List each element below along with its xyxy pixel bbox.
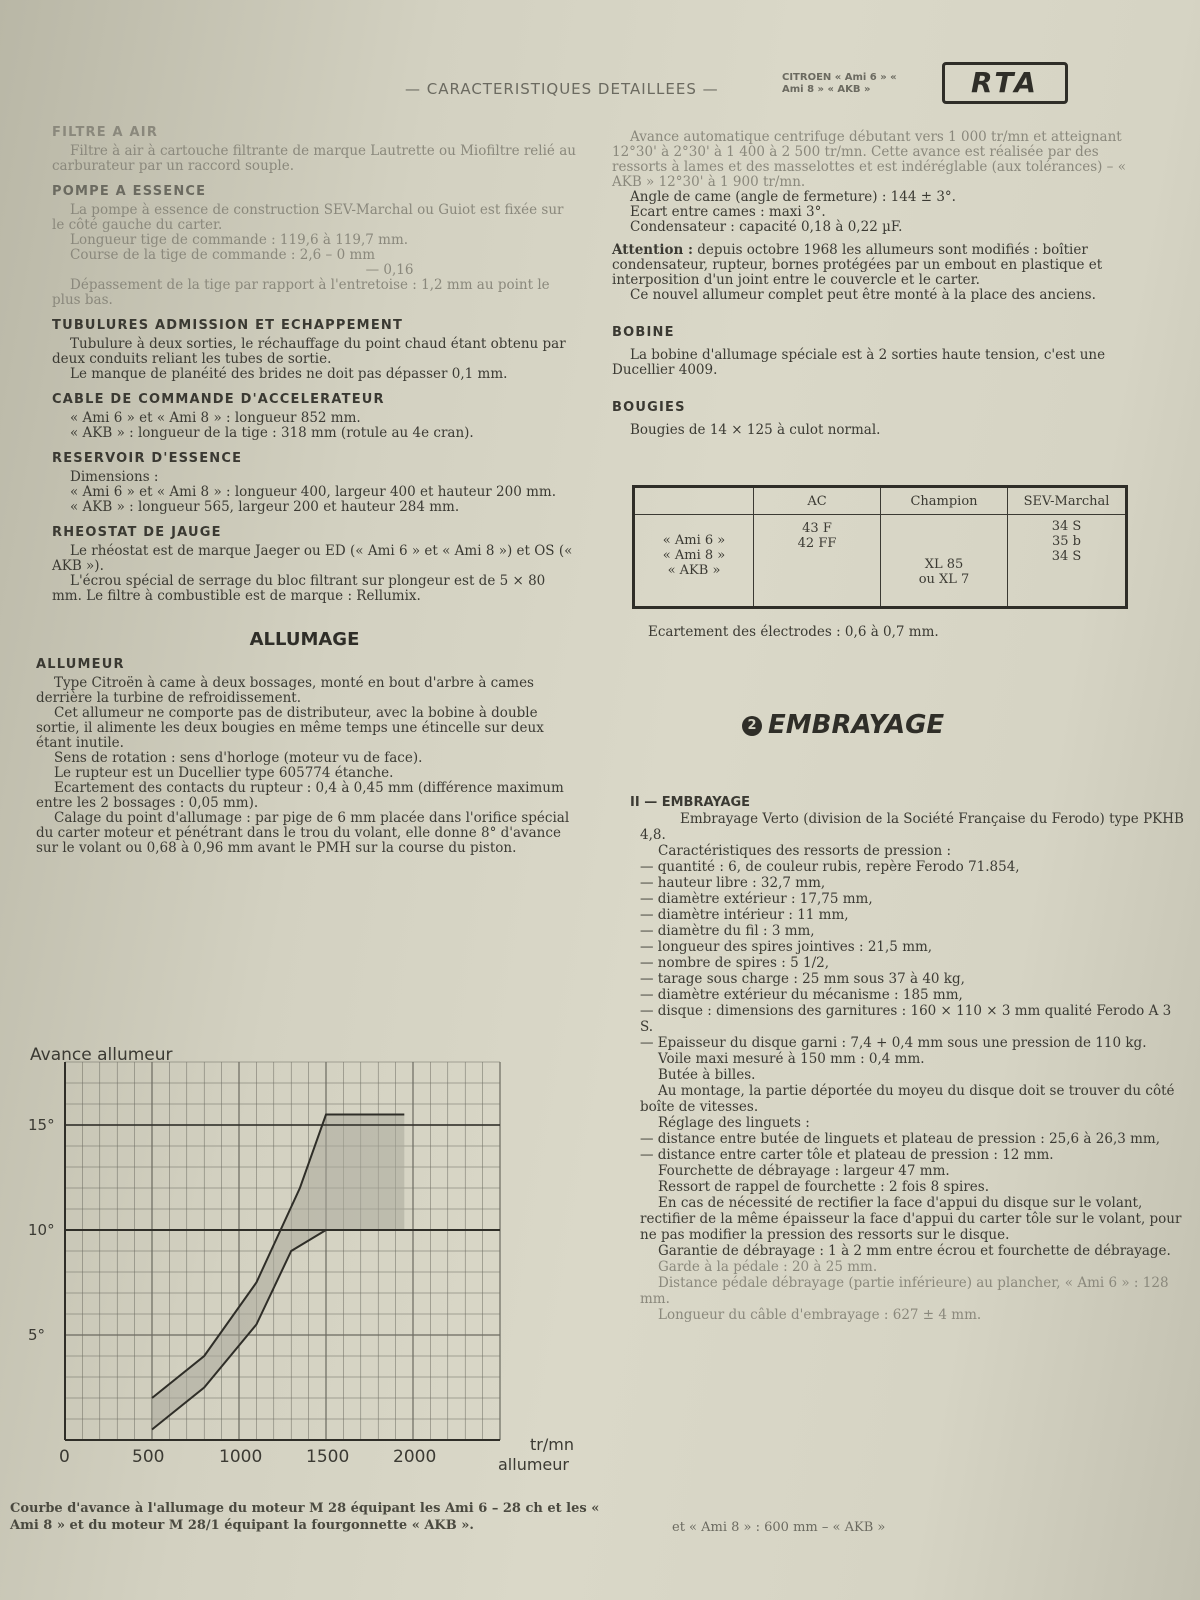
- avance-line-3: Ecart entre cames : maxi 3°.: [630, 204, 826, 220]
- embrayage-line: — Epaisseur du disque garni : 7,4 + 0,4 mm sous une pression de 110 kg.: [640, 1035, 1147, 1051]
- section-number-badge: 2: [742, 716, 762, 736]
- table-cell-ac: 43 F 42 FF: [754, 515, 881, 608]
- page-header-title: — CARACTERISTIQUES DETAILLEES —: [405, 80, 719, 98]
- table-row: [634, 515, 1127, 608]
- footer-note: et « Ami 8 » : 600 mm – « AKB »: [672, 1520, 886, 1535]
- rheostat-line-1: Le rhéostat est de marque Jaeger ou ED (« Ami 6 » et « Ami 8 ») et OS (« AKB »).: [52, 543, 573, 574]
- bougies-text: Bougies de 14 × 125 à culot normal.: [630, 422, 881, 438]
- embrayage-line: — distance entre carter tôle et plateau de pression : 12 mm.: [640, 1147, 1054, 1163]
- cable-line-1: « Ami 6 » et « Ami 8 » : longueur 852 mm.: [70, 410, 361, 426]
- table-header-row: [634, 487, 1127, 515]
- embrayage-line: — quantité : 6, de couleur rubis, repère Ferodo 71.854,: [640, 859, 1020, 875]
- embrayage-line: Réglage des linguets :: [658, 1115, 810, 1131]
- advance-chart: [20, 1040, 610, 1500]
- page-header-model: CITROEN « Ami 6 » « Ami 8 » « AKB »: [782, 72, 897, 95]
- reservoir-line-1: Dimensions :: [70, 469, 159, 485]
- rta-logo: RTA: [942, 62, 1068, 104]
- avance-line-2: Angle de came (angle de fermeture) : 144 ± 3°.: [630, 189, 956, 205]
- attention-label: Attention :: [612, 242, 693, 258]
- embrayage-line: Longueur du câble d'embrayage : 627 ± 4 mm.: [658, 1307, 982, 1323]
- table-cell-sev: 34 S 35 b 34 S: [1008, 515, 1127, 608]
- embrayage-line: Embrayage Verto (division de la Société Française du Ferodo) type PKHB 4,8.: [640, 811, 1184, 843]
- attention-text: depuis octobre 1968 les allumeurs sont modifiés : boîtier condensateur, rupteur, bornes protégées par un embout en plastique et interposition d'un joint entre le couvercle et le carter.: [612, 242, 1103, 288]
- x-tick-label: 0: [59, 1447, 70, 1467]
- section-pompe-essence: POMPE A ESSENCE: [52, 184, 207, 199]
- table-header-champion: Champion: [881, 487, 1008, 515]
- section-reservoir: RESERVOIR D'ESSENCE: [52, 451, 243, 466]
- allumeur-line-5: Ecartement des contacts du rupteur : 0,4 à 0,45 mm (différence maximum entre les 2 bossages : 0,05 mm).: [36, 780, 564, 811]
- x-unit-label: tr/mn: [530, 1435, 574, 1454]
- filtre-text: Filtre à air à cartouche filtrante de marque Lautrette ou Miofiltre relié au carburateur par un raccord souple.: [52, 143, 576, 174]
- embrayage-line: Au montage, la partie déportée du moyeu du disque doit se trouver du côté boîte de vitesses.: [640, 1083, 1175, 1115]
- y-tick-label: 5°: [28, 1326, 46, 1344]
- allumeur-line-6: Calage du point d'allumage : par pige de 6 mm placée dans l'orifice spécial du carter moteur et pénétrant dans le trou du volant, elle donne 8° d'avance sur le volant ou 0,68 à 0,96 mm avant le PMH sur la course du piston.: [36, 810, 570, 856]
- embrayage-line: — diamètre intérieur : 11 mm,: [640, 907, 849, 923]
- bougies-table: [632, 485, 1128, 609]
- allumeur-line-2: Cet allumeur ne comporte pas de distributeur, avec la bobine à double sortie, il alimente les deux bougies en même temps une étincelle sur deux étant inutile.: [36, 705, 544, 751]
- section-rheostat: RHEOSTAT DE JAUGE: [52, 525, 222, 540]
- avance-line-4: Condensateur : capacité 0,18 à 0,22 µF.: [630, 219, 903, 235]
- ecartement-text: Ecartement des électrodes : 0,6 à 0,7 mm.: [648, 624, 939, 640]
- chart-caption: Courbe d'avance à l'allumage du moteur M 28 équipant les Ami 6 – 28 ch et les « Ami 8 » et du moteur M 28/1 équipant la fourgonnette « AKB ».: [10, 1501, 600, 1533]
- section-allumage-title: ALLUMAGE: [249, 629, 360, 650]
- embrayage-title: [742, 710, 944, 740]
- embrayage-line: Garantie de débrayage : 1 à 2 mm entre écrou et fourchette de débrayage.: [658, 1243, 1171, 1259]
- table-header-ac: AC: [754, 487, 881, 515]
- x-tick-label: 1500: [306, 1447, 350, 1467]
- table-header-sev: SEV-Marchal: [1008, 487, 1127, 515]
- embrayage-line: Caractéristiques des ressorts de pression :: [658, 843, 952, 859]
- x-unit-label-2: allumeur: [498, 1455, 569, 1474]
- reservoir-line-3: « AKB » : longueur 565, largeur 200 et hauteur 284 mm.: [70, 499, 460, 515]
- embrayage-line: — tarage sous charge : 25 mm sous 37 à 40 kg,: [640, 971, 965, 987]
- chart-y-title: Avance allumeur: [30, 1045, 173, 1065]
- embrayage-line: Voile maxi mesuré à 150 mm : 0,4 mm.: [658, 1051, 925, 1067]
- y-tick-label: 15°: [28, 1116, 55, 1134]
- embrayage-line: — hauteur libre : 32,7 mm,: [640, 875, 826, 891]
- x-tick-label: 500: [132, 1447, 165, 1467]
- section-bobine: BOBINE: [612, 325, 675, 340]
- embrayage-title-text: EMBRAYAGE: [768, 710, 945, 740]
- rheostat-line-2: L'écrou spécial de serrage du bloc filtrant sur plongeur est de 5 × 80 mm. Le filtre à combustible est de marque : Rellumix.: [52, 573, 546, 604]
- pompe-line-3: — 0,16: [365, 262, 414, 278]
- avance-text: Avance automatique centrifuge débutant vers 1 000 tr/mn et atteignant 12°30' à 2°30' à 1 400 à 2 500 tr/mn. Cette avance est réalisée par des ressorts à lames et des masselottes et est indéréglable (aux tolérances) – « AKB » 12°30' à 1 900 tr/mn.: [612, 129, 1126, 190]
- embrayage-line: — longueur des spires jointives : 21,5 mm,: [640, 939, 933, 955]
- allumeur-line-4: Le rupteur est un Ducellier type 605774 étanche.: [54, 765, 394, 781]
- attention-paragraph: [612, 243, 1152, 288]
- embrayage-line: Ressort de rappel de fourchette : 2 fois 8 spires.: [658, 1179, 989, 1195]
- attention-line-2: Ce nouvel allumeur complet peut être monté à la place des anciens.: [630, 287, 1096, 303]
- table-header-empty: [634, 487, 754, 515]
- pompe-text: La pompe à essence de construction SEV-Marchal ou Guiot est fixée sur le côté gauche du carter.: [52, 202, 564, 233]
- embrayage-body: [630, 795, 1185, 1323]
- y-tick-label: 10°: [28, 1221, 55, 1239]
- advance-chart-svg: [20, 1040, 610, 1500]
- embrayage-subhead: II — EMBRAYAGE: [630, 795, 751, 810]
- allumeur-line-1: Type Citroën à came à deux bossages, monté en bout d'arbre à cames derrière la turbine de refroidissement.: [36, 675, 534, 706]
- embrayage-line: — distance entre butée de linguets et plateau de pression : 25,6 à 26,3 mm,: [640, 1131, 1161, 1147]
- tubulures-line-1: Tubulure à deux sorties, le réchauffage du point chaud étant obtenu par deux conduits reliant les tubes de sortie.: [52, 336, 566, 367]
- table-cell-models: « Ami 6 » « Ami 8 » « AKB »: [662, 533, 726, 578]
- pompe-line-4: Dépassement de la tige par rapport à l'entretoise : 1,2 mm au point le plus bas.: [52, 277, 550, 308]
- section-filtre-air: FILTRE A AIR: [52, 125, 159, 140]
- embrayage-line: — diamètre extérieur du mécanisme : 185 mm,: [640, 987, 963, 1003]
- embrayage-line: — nombre de spires : 5 1/2,: [640, 955, 829, 971]
- tubulures-line-2: Le manque de planéité des brides ne doit pas dépasser 0,1 mm.: [70, 366, 508, 382]
- cable-line-2: « AKB » : longueur de la tige : 318 mm (rotule au 4e cran).: [70, 425, 474, 441]
- section-allumeur: ALLUMEUR: [36, 657, 125, 672]
- embrayage-line: Garde à la pédale : 20 à 25 mm.: [658, 1259, 878, 1275]
- embrayage-line: — diamètre du fil : 3 mm,: [640, 923, 815, 939]
- left-column: [32, 115, 577, 856]
- embrayage-line: — disque : dimensions des garnitures : 160 × 110 × 3 mm qualité Ferodo A 3 S.: [640, 1003, 1172, 1035]
- bobine-text: La bobine d'allumage spéciale est à 2 sorties haute tension, c'est une Ducellier 4009.: [612, 347, 1106, 378]
- embrayage-line: Butée à billes.: [658, 1067, 756, 1083]
- table-cell-champion: XL 85 ou XL 7: [881, 515, 1008, 608]
- embrayage-line: En cas de nécessité de rectifier la face d'appui du disque sur le volant, rectifier de la même épaisseur la face d'appui du carter tôle sur le volant, pour ne pas modifier la pression des ressorts sur le disque.: [640, 1195, 1182, 1243]
- x-tick-label: 1000: [219, 1447, 263, 1467]
- section-tubulures: TUBULURES ADMISSION ET ECHAPPEMENT: [52, 318, 404, 333]
- x-tick-label: 2000: [393, 1447, 437, 1467]
- reservoir-line-2: « Ami 6 » et « Ami 8 » : longueur 400, largeur 400 et hauteur 200 mm.: [70, 484, 556, 500]
- embrayage-line: Fourchette de débrayage : largeur 47 mm.: [658, 1163, 950, 1179]
- pompe-line-1: Longueur tige de commande : 119,6 à 119,7 mm.: [70, 232, 409, 248]
- section-cable-accelerateur: CABLE DE COMMANDE D'ACCELERATEUR: [52, 392, 385, 407]
- section-bougies: BOUGIES: [612, 400, 686, 415]
- embrayage-line: Distance pédale débrayage (partie inférieure) au plancher, « Ami 6 » : 128 mm.: [640, 1275, 1169, 1307]
- allumeur-line-3: Sens de rotation : sens d'horloge (moteur vu de face).: [54, 750, 423, 766]
- right-column: [612, 130, 1152, 438]
- embrayage-line: — diamètre extérieur : 17,75 mm,: [640, 891, 873, 907]
- pompe-line-2: Course de la tige de commande : 2,6 – 0 mm: [70, 247, 376, 263]
